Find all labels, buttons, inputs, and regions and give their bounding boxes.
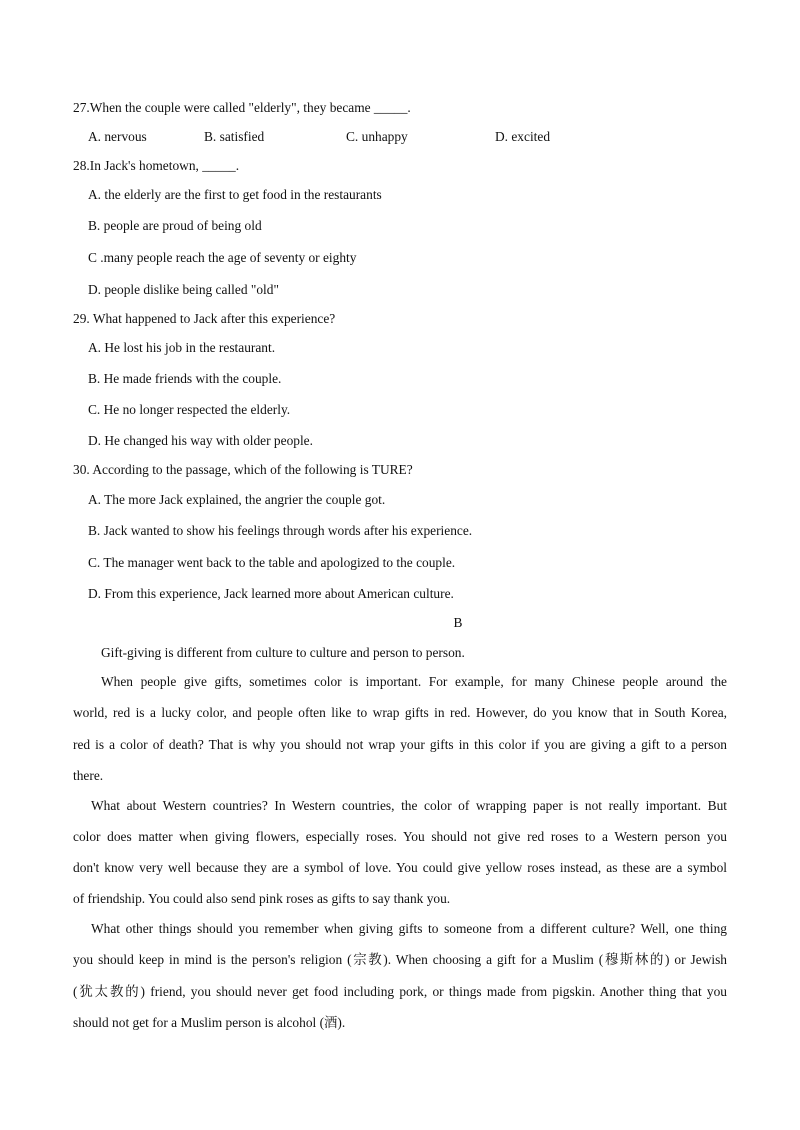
question-30-option-a: A. The more Jack explained, the angrier the couple got. bbox=[88, 492, 386, 507]
question-30-option-c: C. The manager went back to the table and apologized to the couple. bbox=[88, 555, 456, 570]
passage-paragraph-4-line-1: What other things should you remember when giving gifts to someone from a different culture? Well, one thing bbox=[91, 921, 727, 936]
question-27-option-a: A. nervous bbox=[88, 129, 147, 144]
question-27-option-b: B. satisfied bbox=[204, 129, 265, 144]
passage-paragraph-4-line-3: (犹太教的) friend, you should never get food including pork, or things made from pigskin. Another thing that you bbox=[73, 984, 727, 999]
passage-paragraph-4-line-4: should not get for a Muslim person is alcohol (酒). bbox=[73, 1015, 346, 1030]
section-label: B bbox=[453, 615, 463, 630]
question-29-option-d: D. He changed his way with older people. bbox=[88, 433, 313, 448]
question-28-stem: 28.In Jack's hometown, _____. bbox=[73, 158, 240, 173]
question-28-option-b: B. people are proud of being old bbox=[88, 218, 262, 233]
passage-paragraph-3-line-1: What about Western countries? In Western countries, the color of wrapping paper is not really important. But bbox=[91, 798, 727, 813]
question-27-option-c: C. unhappy bbox=[346, 129, 408, 144]
passage-paragraph-3-line-2: color does matter when giving flowers, especially roses. You should not give red roses to a Western person you bbox=[73, 829, 727, 844]
question-29-option-a: A. He lost his job in the restaurant. bbox=[88, 340, 276, 355]
passage-paragraph-4-line-2: you should keep in mind is the person's religion (宗教). When choosing a gift for a Muslim (穆斯林的) or Jewish bbox=[73, 952, 727, 967]
question-28-option-a: A. the elderly are the first to get food in the restaurants bbox=[88, 187, 382, 202]
question-30-option-d: D. From this experience, Jack learned more about American culture. bbox=[88, 586, 454, 601]
question-27-stem: 27.When the couple were called "elderly", they became _____. bbox=[73, 100, 411, 115]
question-29-option-b: B. He made friends with the couple. bbox=[88, 371, 282, 386]
question-28-option-c: C .many people reach the age of seventy or eighty bbox=[88, 250, 357, 265]
question-30-stem: 30. According to the passage, which of the following is TURE? bbox=[73, 462, 413, 477]
question-29-option-c: C. He no longer respected the elderly. bbox=[88, 402, 291, 417]
question-27-option-d: D. excited bbox=[495, 129, 551, 144]
passage-paragraph-3-line-4: of friendship. You could also send pink roses as gifts to say thank you. bbox=[73, 891, 451, 906]
passage-paragraph-2-line-2: world, red is a lucky color, and people often like to wrap gifts in red. However, do you know that in South Korea, bbox=[73, 705, 727, 720]
passage-paragraph-1: Gift-giving is different from culture to culture and person to person. bbox=[101, 645, 465, 660]
question-30-option-b: B. Jack wanted to show his feelings through words after his experience. bbox=[88, 523, 473, 538]
passage-paragraph-3-line-3: don't know very well because they are a symbol of love. You could give yellow roses instead, as these are a symbol bbox=[73, 860, 727, 875]
passage-paragraph-2-line-1: When people give gifts, sometimes color is important. For example, for many Chinese people around the bbox=[101, 674, 727, 689]
passage-paragraph-2-line-4: there. bbox=[73, 768, 104, 783]
passage-paragraph-2-line-3: red is a color of death? That is why you should not wrap your gifts in this color if you are giving a gift to a person bbox=[73, 737, 727, 752]
question-28-option-d: D. people dislike being called "old" bbox=[88, 282, 279, 297]
question-29-stem: 29. What happened to Jack after this experience? bbox=[73, 311, 336, 326]
